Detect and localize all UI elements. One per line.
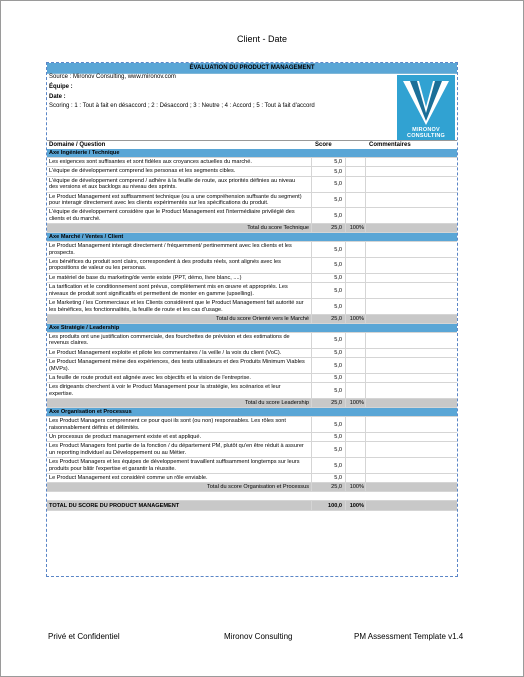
question-row (47, 383, 457, 399)
question-score[interactable]: 5,0 (334, 287, 342, 294)
question-text: Le Product Management est suffisamment technique (ou a une compréhension suffsante du segment) pour interagir directement avec les clients expérimentés sur les spécifications du produit. (49, 193, 302, 207)
question-text: Le Product Management exploite et pilote les commentaires / la veille / la voix du client (VoC). (49, 349, 282, 356)
question-row (47, 474, 457, 483)
section-total-score: 25,0 (331, 315, 342, 322)
question-text: Les dirigeants cherchent à voir le Product Management pour la stratégie, les scénarios et leur expertise. (49, 384, 281, 397)
footer-center: Mironov Consulting (224, 632, 293, 641)
section-total-label: Total du score Orienté vers le Marché (216, 315, 309, 322)
assessment-sheet (46, 62, 458, 577)
question-score[interactable]: 5,0 (334, 274, 342, 281)
section-total-score: 25,0 (331, 399, 342, 406)
question-row (47, 349, 457, 358)
question-row (47, 333, 457, 349)
question-row (47, 193, 457, 209)
scoring-legend: Scoring : 1 : Tout à fait en désaccord ; 2 : Désaccord ; 3 : Neutre ; 4 : Accord ; 5 : Tout à fait d'accord (49, 103, 315, 109)
section-total-pct: 100% (349, 399, 364, 406)
question-score[interactable]: 5,0 (334, 303, 342, 310)
section-total-pct: 100% (349, 225, 364, 232)
question-row (47, 458, 457, 474)
footer-left: Privé et Confidentiel (48, 632, 120, 641)
question-score[interactable]: 5,0 (334, 212, 342, 219)
question-text: L'équipe de développement comprend / adhère à la feuille de route, aux priorités définies au niveau des versions et aux backlogs au niveau des sprints. (49, 177, 296, 191)
question-score[interactable]: 5,0 (334, 262, 342, 269)
question-text: Les Product Managers et les équipes de développement travaillent suffisamment longtemps sur leurs produits pour bâtir l'expertise et garantir la réussite. (49, 459, 300, 472)
question-text: Les exigences sont suffisantes et sont fidèles aux croyances actuelles du marché. (49, 159, 252, 165)
question-text: La feuille de route produit est alignée avec les objectifs et la vision de l'entreprise. (49, 374, 251, 381)
question-score[interactable]: 5,0 (334, 475, 342, 481)
question-text: Le Marketing / les Commerciaux et les Clients considèrent que le Product Management fait autorité sur les bénéfices, les fonctionnalités, la feuille de route et les cas d'usage. (49, 300, 304, 313)
section-total-row (47, 399, 457, 408)
spacer-row (47, 492, 457, 501)
question-text: La tarification et le conditionnement sont prévus, complètement mis en œuvre et appropriés. Les niveaux de produit sont significatifs et permettent de monter en gamme (upselling). (49, 284, 288, 297)
question-text: Les produits ont une justification commerciale, des fourchettes de prévision et des estimations de revenus claires. (49, 333, 290, 347)
section-total-label: Total du score Technique (247, 225, 309, 232)
grand-total-score: 100,0 (328, 502, 342, 509)
section-total-row (47, 224, 457, 233)
question-score[interactable]: 5,0 (334, 349, 342, 356)
question-text: L'équipe de développement comprend les personas et les segments cibles. (49, 168, 236, 175)
question-score[interactable]: 5,0 (334, 337, 342, 344)
section-title: Axe Stratégie / Leadership (49, 324, 120, 331)
section-total-score: 25,0 (331, 225, 342, 232)
question-row (47, 283, 457, 299)
question-score[interactable]: 5,0 (334, 374, 342, 381)
col-score: Score (315, 142, 332, 148)
question-row (47, 258, 457, 274)
source-line: Source : Mironov Consulting, www.mironov.com (49, 74, 176, 80)
question-text: L'équipe de développement considère que le Product Management est l'intermédiaire privilégié des clients et du marché. (49, 209, 295, 222)
section-total-label: Total du score Leadership (244, 400, 309, 407)
section-total-pct: 100% (349, 484, 364, 491)
question-score[interactable]: 5,0 (334, 159, 342, 165)
section-total-row (47, 483, 457, 492)
section-header (47, 233, 457, 242)
grand-total-pct: 100% (349, 502, 364, 509)
question-row (47, 167, 457, 176)
question-text: Les Product Managers font partie de la fonction / du département PM, plutôt qu'en être réduit à assurer un reporting individuel au Développement ou au Métier. (49, 443, 304, 456)
col-comments: Commentaires (369, 142, 411, 148)
question-rows (47, 149, 457, 511)
grand-total-row (47, 501, 457, 511)
question-score[interactable]: 5,0 (334, 362, 342, 369)
question-score[interactable]: 5,0 (334, 433, 342, 440)
question-text: Le Product Management est considéré comme un rôle enviable. (49, 475, 208, 481)
section-total-label: Total du score Organisation et Processus (207, 484, 309, 491)
question-text: Le Product Management interagit directement / fréquemment/ pertinemment avec les clients et les prospects. (49, 243, 292, 256)
question-row (47, 158, 457, 167)
question-text: Les bénéfices du produit sont clairs, correspondent à des produits réels, sont alignés avec les propositions de valeur ou les personas. (49, 259, 281, 272)
question-text: Un processus de product management existe et est appliqué. (49, 433, 202, 440)
col-domain: Domaine / Question (49, 142, 106, 148)
section-total-row (47, 315, 457, 324)
question-text: Le matériel de base du marketing/de vente existe (PPT, démo, livre blanc, ....) (49, 274, 242, 281)
date-field[interactable]: Date : (49, 94, 66, 100)
question-row (47, 358, 457, 374)
question-row (47, 177, 457, 193)
grand-total-label: TOTAL DU SCORE DU PRODUCT MANAGEMENT (49, 502, 180, 509)
sheet-title: ÉVALUATION DU PRODUCT MANAGEMENT (47, 63, 457, 74)
section-title: Axe Marché / Ventes / Client (49, 234, 124, 241)
section-total-score: 25,0 (331, 484, 342, 491)
question-score[interactable]: 5,0 (334, 196, 342, 203)
question-score[interactable]: 5,0 (334, 387, 342, 394)
question-row (47, 208, 457, 224)
page-header: Client - Date (236, 34, 288, 44)
question-score[interactable]: 5,0 (334, 246, 342, 253)
question-score[interactable]: 5,0 (334, 421, 342, 428)
section-title: Axe Ingénierie / Technique (49, 150, 120, 156)
section-header (47, 324, 457, 333)
section-header (47, 408, 457, 417)
question-row (47, 442, 457, 458)
section-total-pct: 100% (349, 315, 364, 322)
logo-lettering: MIRONOV CONSULTING (407, 127, 445, 139)
question-row (47, 299, 457, 315)
question-score[interactable]: 5,0 (334, 168, 342, 175)
question-text: Les Product Managers comprennent ce pour quoi ils sont (ou non) responsables. Les rôles sont raisonnablement définis et délimités. (49, 418, 286, 431)
section-header (47, 149, 457, 158)
mironov-logo (397, 75, 455, 141)
question-score[interactable]: 5,0 (334, 181, 342, 188)
question-row (47, 417, 457, 433)
question-text: Le Product Management mène des expériences, des tests utilisateurs et des Produits Minimum Viables (MVPs). (49, 359, 305, 372)
question-score[interactable]: 5,0 (334, 446, 342, 453)
question-score[interactable]: 5,0 (334, 462, 342, 469)
footer-right: PM Assessment Template v1.4 (354, 632, 464, 641)
question-row (47, 374, 457, 383)
question-row (47, 433, 457, 442)
section-title: Axe Organisation et Processus (49, 409, 132, 416)
question-row (47, 274, 457, 283)
team-field[interactable]: Équipe : (49, 84, 73, 90)
question-row (47, 242, 457, 258)
